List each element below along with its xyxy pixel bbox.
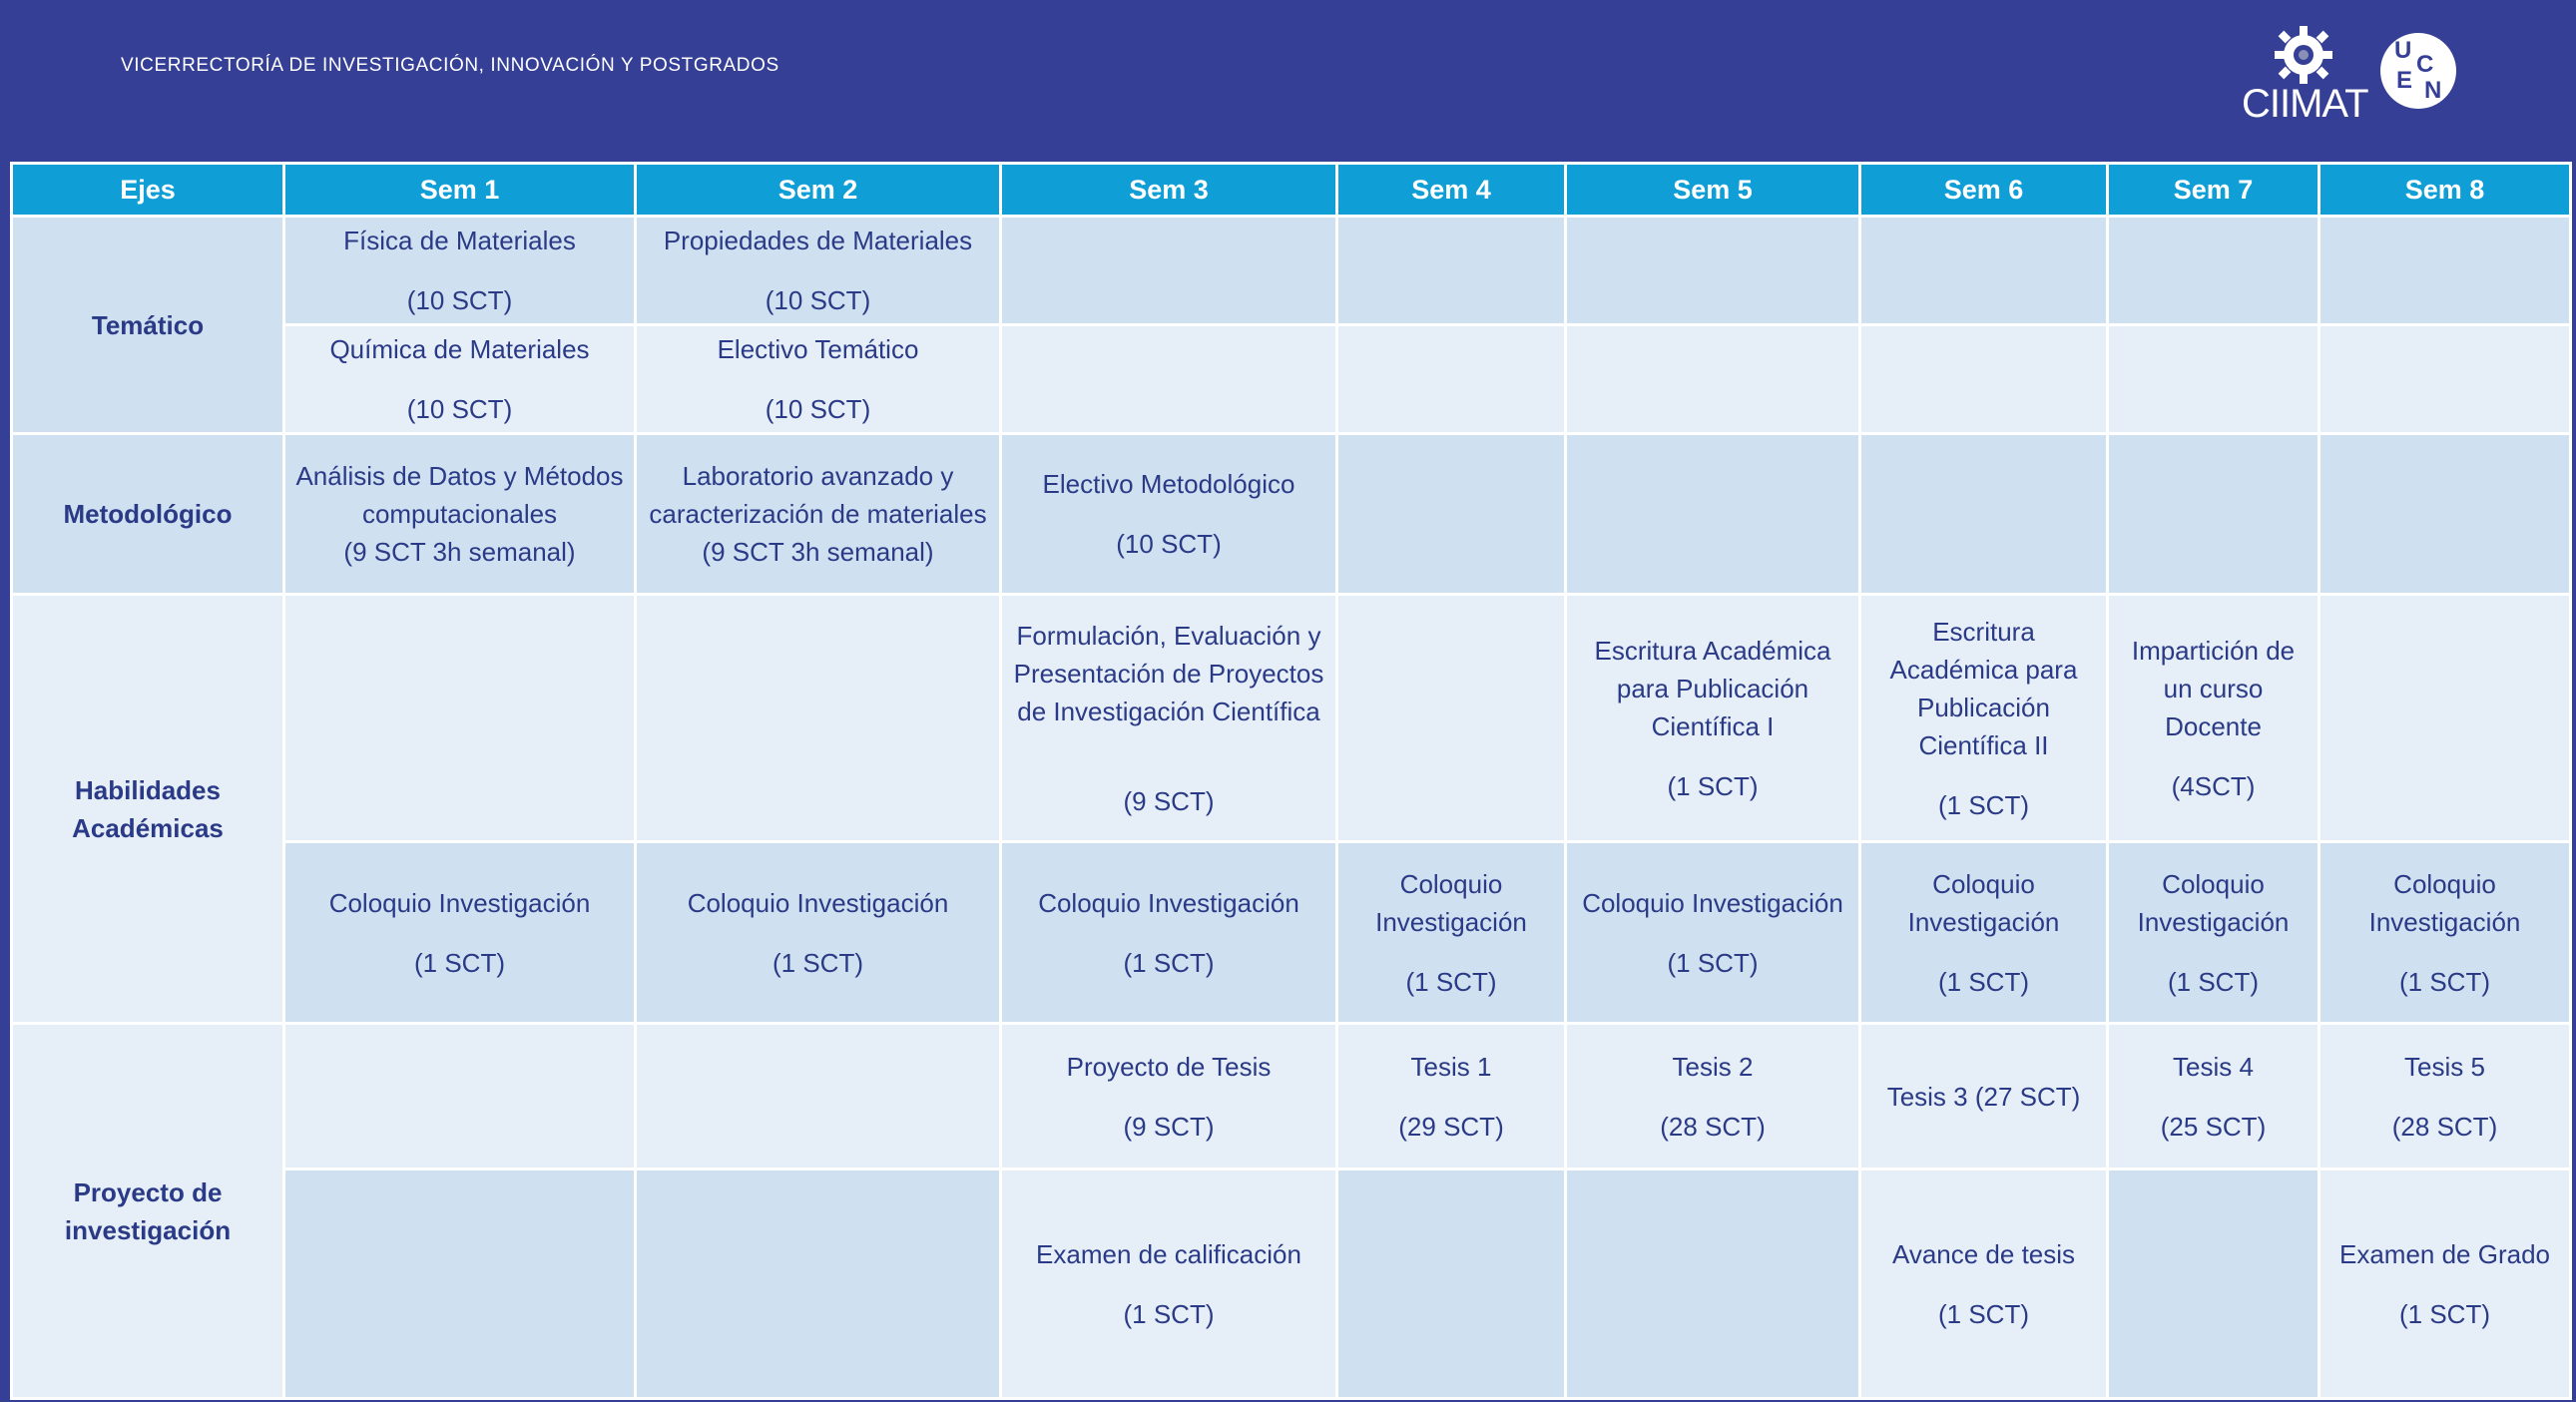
course-credits: (10 SCT) bbox=[765, 394, 871, 424]
course-name: Propiedades de Materiales bbox=[663, 226, 973, 255]
habilidades-row-1 bbox=[12, 595, 2571, 842]
course-credits: (1 SCT) bbox=[1938, 789, 2029, 820]
ucen-letter-u: U bbox=[2394, 37, 2412, 64]
course-credits: (1 SCT) bbox=[1938, 1298, 2029, 1329]
course-name: Proyecto de Tesis bbox=[1066, 1051, 1272, 1082]
course-credits: (9 SCT) bbox=[1123, 1111, 1215, 1142]
empty-cell bbox=[636, 1169, 1001, 1399]
course-electivo-metodologico bbox=[1001, 434, 1337, 595]
course-name: Escritura Académica para Publicación Científica I bbox=[1594, 635, 1831, 741]
course-tesis-2 bbox=[1566, 1024, 1860, 1169]
course-credits: (1 SCT) bbox=[773, 947, 863, 978]
empty-cell bbox=[1566, 1169, 1860, 1399]
axis-habilidades: Habilidades Académicas bbox=[12, 595, 284, 1024]
course-name: Escritura Académica para Publicación Científica II bbox=[1889, 616, 2078, 760]
course-name: Coloquio Investigación bbox=[1582, 887, 1843, 918]
curriculum-table bbox=[10, 162, 2572, 1400]
course-tesis-5 bbox=[2319, 1024, 2571, 1169]
course-coloquio-sem-8 bbox=[2319, 842, 2571, 1024]
course-credits: (9 SCT) bbox=[1123, 785, 1215, 816]
course-analisis-datos bbox=[284, 434, 636, 595]
page-header bbox=[0, 0, 2576, 160]
course-fisica-materiales bbox=[284, 217, 636, 325]
empty-cell bbox=[284, 595, 636, 842]
empty-cell bbox=[1001, 217, 1337, 325]
empty-cell bbox=[2108, 434, 2319, 595]
course-name: Avance de tesis bbox=[1891, 1238, 2076, 1269]
empty-cell bbox=[636, 1024, 1001, 1169]
course-name: Química de Materiales bbox=[329, 334, 590, 364]
course-name: Examen de calificación bbox=[1036, 1238, 1301, 1269]
course-name: Coloquio Investigación bbox=[328, 887, 591, 918]
course-name: Análisis de Datos y Métodos computacionales bbox=[295, 461, 624, 529]
course-coloquio-sem-7 bbox=[2108, 842, 2319, 1024]
empty-cell bbox=[2108, 325, 2319, 434]
course-credits: (25 SCT) bbox=[2160, 1111, 2267, 1142]
course-name: Coloquio Investigación bbox=[2368, 868, 2521, 937]
empty-cell bbox=[1566, 325, 1860, 434]
course-name: Electivo Temático bbox=[717, 334, 919, 364]
course-name: Impartición de un curso Docente bbox=[2131, 635, 2296, 741]
course-credits: (1 SCT) bbox=[414, 947, 505, 978]
curriculum-table-wrapper bbox=[10, 162, 2572, 1400]
header-row bbox=[12, 164, 2571, 217]
course-credits: (10 SCT) bbox=[1116, 529, 1222, 559]
empty-cell bbox=[2319, 434, 2571, 595]
empty-cell bbox=[284, 1024, 636, 1169]
ucen-logo bbox=[2380, 33, 2456, 109]
empty-cell bbox=[1337, 217, 1566, 325]
axis-tematico: Temático bbox=[12, 217, 284, 434]
course-name: Tesis 1 bbox=[1410, 1051, 1492, 1082]
course-credits: (9 SCT 3h semanal) bbox=[343, 537, 576, 567]
empty-cell bbox=[1337, 595, 1566, 842]
empty-cell bbox=[2319, 325, 2571, 434]
course-credits: (10 SCT) bbox=[765, 285, 871, 315]
course-escritura-academica-2 bbox=[1860, 595, 2108, 842]
course-formulacion-proyectos bbox=[1001, 595, 1337, 842]
ucen-letter-e: E bbox=[2396, 67, 2413, 94]
empty-cell bbox=[1566, 217, 1860, 325]
course-coloquio-sem-6 bbox=[1860, 842, 2108, 1024]
empty-cell bbox=[1337, 434, 1566, 595]
course-tesis-4 bbox=[2108, 1024, 2319, 1169]
header-sem-4: Sem 4 bbox=[1337, 164, 1566, 217]
course-propiedades-materiales bbox=[636, 217, 1001, 325]
course-name: Tesis 2 bbox=[1672, 1051, 1754, 1082]
course-coloquio-sem-3 bbox=[1001, 842, 1337, 1024]
course-electivo-tematico bbox=[636, 325, 1001, 434]
course-credits: (28 SCT) bbox=[1660, 1111, 1766, 1142]
course-credits: (28 SCT) bbox=[2391, 1111, 2498, 1142]
course-credits: (10 SCT) bbox=[406, 394, 513, 424]
header-sem-7: Sem 7 bbox=[2108, 164, 2319, 217]
ucen-letter-n: N bbox=[2424, 77, 2442, 104]
axis-metodologico: Metodológico bbox=[12, 434, 284, 595]
empty-cell bbox=[1860, 434, 2108, 595]
page-title: VICERRECTORÍA DE INVESTIGACIÓN, INNOVACIÓN Y POSTGRADOS bbox=[121, 55, 779, 76]
ucen-letter-c: C bbox=[2416, 51, 2434, 78]
course-name: Coloquio Investigación bbox=[1907, 868, 2060, 937]
proyecto-row-2 bbox=[12, 1169, 2571, 1399]
course-credits: (1 SCT) bbox=[2399, 1298, 2490, 1329]
gear-icon bbox=[2264, 22, 2343, 88]
course-credits: (1 SCT) bbox=[1123, 947, 1215, 978]
course-credits: (1 SCT) bbox=[1938, 966, 2029, 997]
tematico-row-1 bbox=[12, 217, 2571, 325]
empty-cell bbox=[2319, 217, 2571, 325]
course-coloquio-sem-1 bbox=[284, 842, 636, 1024]
header-sem-1: Sem 1 bbox=[284, 164, 636, 217]
proyecto-row-1 bbox=[12, 1024, 2571, 1169]
course-escritura-academica-1 bbox=[1566, 595, 1860, 842]
course-credits: (10 SCT) bbox=[406, 285, 513, 315]
header-sem-5: Sem 5 bbox=[1566, 164, 1860, 217]
course-credits: (4SCT) bbox=[2171, 770, 2256, 801]
course-coloquio-sem-4 bbox=[1337, 842, 1566, 1024]
course-name: Examen de Grado bbox=[2338, 1238, 2550, 1269]
course-curso-docente bbox=[2108, 595, 2319, 842]
course-name: Tesis 4 bbox=[2173, 1051, 2254, 1082]
course-name: Laboratorio avanzado y caracterización de materiales (9 SCT 3h semanal) bbox=[649, 461, 987, 567]
course-credits: (1 SCT) bbox=[1405, 966, 1497, 997]
course-avance-tesis bbox=[1860, 1169, 2108, 1399]
empty-cell bbox=[2108, 217, 2319, 325]
ciimat-logo bbox=[2236, 22, 2368, 126]
course-name: Tesis 3 (27 SCT) bbox=[1886, 1081, 2081, 1112]
course-name: Formulación, Evaluación y Presentación de Proyectos de Investigación Científica bbox=[1013, 620, 1324, 726]
course-name: Física de Materiales bbox=[343, 226, 576, 255]
tematico-row-2 bbox=[12, 325, 2571, 434]
axis-proyecto: Proyecto de investigación bbox=[12, 1024, 284, 1399]
course-laboratorio-avanzado bbox=[636, 434, 1001, 595]
empty-cell bbox=[1337, 325, 1566, 434]
course-proyecto-tesis bbox=[1001, 1024, 1337, 1169]
empty-cell bbox=[1337, 1169, 1566, 1399]
empty-cell bbox=[1001, 325, 1337, 434]
course-tesis-1 bbox=[1337, 1024, 1566, 1169]
header-sem-2: Sem 2 bbox=[636, 164, 1001, 217]
course-name: Coloquio Investigación bbox=[2137, 868, 2290, 937]
ciimat-logo-text: CIIMAT bbox=[2242, 82, 2368, 126]
course-credits: (1 SCT) bbox=[1667, 770, 1759, 801]
course-name: Coloquio Investigación bbox=[1375, 868, 1527, 937]
course-quimica-materiales bbox=[284, 325, 636, 434]
empty-cell bbox=[2108, 1169, 2319, 1399]
metodologico-row bbox=[12, 434, 2571, 595]
course-credits: (1 SCT) bbox=[1123, 1298, 1215, 1329]
course-name: Tesis 5 bbox=[2404, 1051, 2485, 1082]
empty-cell bbox=[2319, 595, 2571, 842]
course-credits: (1 SCT) bbox=[2168, 966, 2259, 997]
course-examen-grado bbox=[2319, 1169, 2571, 1399]
header-sem-3: Sem 3 bbox=[1001, 164, 1337, 217]
course-name: Coloquio Investigación bbox=[687, 887, 949, 918]
habilidades-row-2 bbox=[12, 842, 2571, 1024]
course-examen-calificacion bbox=[1001, 1169, 1337, 1399]
empty-cell bbox=[284, 1169, 636, 1399]
course-name: Electivo Metodológico bbox=[1042, 469, 1295, 499]
empty-cell bbox=[1566, 434, 1860, 595]
course-coloquio-sem-5 bbox=[1566, 842, 1860, 1024]
header-sem-6: Sem 6 bbox=[1860, 164, 2108, 217]
header-ejes: Ejes bbox=[12, 164, 284, 217]
course-tesis-3 bbox=[1860, 1024, 2108, 1169]
course-credits: (1 SCT) bbox=[2399, 966, 2490, 997]
course-coloquio-sem-2 bbox=[636, 842, 1001, 1024]
course-name: Coloquio Investigación bbox=[1038, 887, 1299, 918]
empty-cell bbox=[1860, 217, 2108, 325]
course-credits: (1 SCT) bbox=[1667, 947, 1759, 978]
course-credits: (29 SCT) bbox=[1398, 1111, 1504, 1142]
header-sem-8: Sem 8 bbox=[2319, 164, 2571, 217]
empty-cell bbox=[1860, 325, 2108, 434]
empty-cell bbox=[636, 595, 1001, 842]
